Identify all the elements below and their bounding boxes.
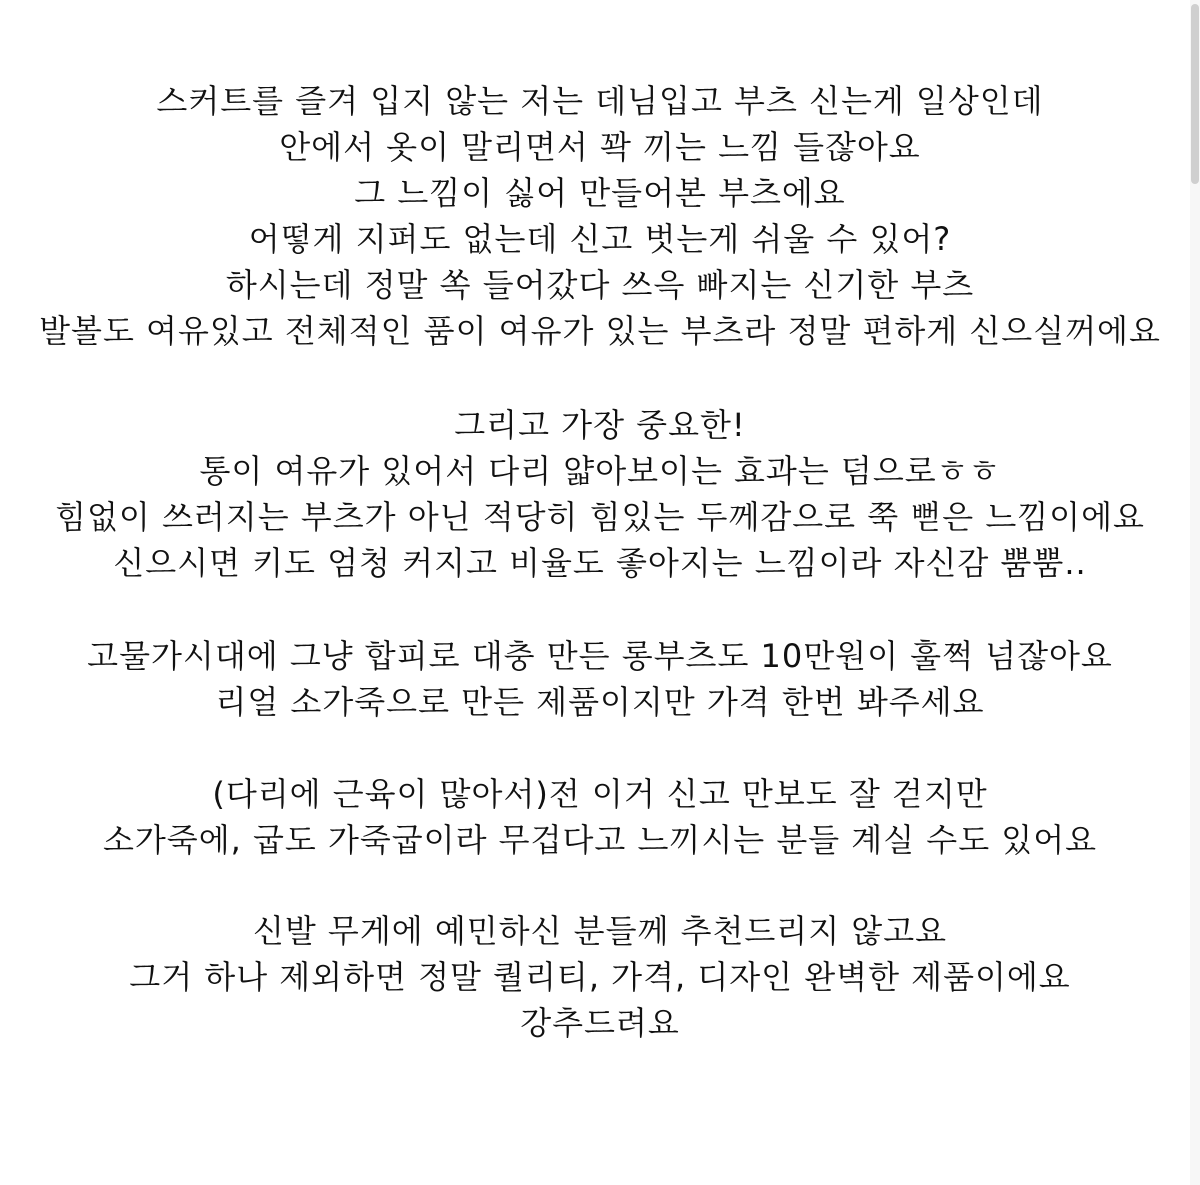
text-line: 리얼 소가죽으로 만든 제품이지만 가격 한번 봐주세요 (215, 683, 985, 721)
text-line: 스커트를 즐겨 입지 않는 저는 데님입고 부츠 신는게 일상인데 (156, 82, 1044, 120)
text-line: 소가죽에, 굽도 가죽굽이라 무겁다고 느끼시는 분들 계실 수도 있어요 (102, 821, 1098, 859)
text-line: 신으시면 키도 엄청 커지고 비율도 좋아지는 느낌이라 자신감 뿜뿜.. (113, 544, 1087, 582)
text-line: 통이 여유가 있어서 다리 얇아보이는 효과는 덤으로ㅎㅎ (199, 452, 1001, 490)
text-line: 그 느낌이 싫어 만들어본 부츠에요 (354, 174, 846, 212)
text-line: 안에서 옷이 말리면서 꽉 끼는 느낌 들잖아요 (279, 128, 921, 166)
text-line: 어떻게 지퍼도 없는데 신고 벗는게 쉬울 수 있어? (248, 220, 952, 258)
text-line: 강추드려요 (520, 1004, 680, 1042)
paragraph-price (0, 633, 1200, 725)
text-line: 힘없이 쓰러지는 부츠가 아닌 적당히 힘있는 두께감으로 쭉 뻗은 느낌이에요 (55, 498, 1145, 536)
paragraph-highlights (0, 402, 1200, 586)
text-line: 발볼도 여유있고 전체적인 품이 여유가 있는 부츠라 정말 편하게 신으실꺼에요 (39, 312, 1161, 350)
text-line: 고물가시대에 그냥 합피로 대충 만든 롱부츠도 10만원이 훌쩍 넘잖아요 (87, 637, 1113, 675)
scrollbar-thumb[interactable] (1191, 4, 1199, 184)
text-line: 그거 하나 제외하면 정말 퀄리티, 가격, 디자인 완벽한 제품이에요 (129, 958, 1071, 996)
text-line: 신발 무게에 예민하신 분들께 추천드리지 않고요 (252, 912, 948, 950)
text-line: (다리에 근육이 많아서)전 이거 신고 만보도 잘 걷지만 (212, 775, 988, 813)
text-line: 하시는데 정말 쏙 들어갔다 쓰윽 빠지는 신기한 부츠 (225, 266, 975, 304)
text-line: 그리고 가장 중요한! (454, 406, 746, 444)
paragraph-weight-note (0, 771, 1200, 863)
paragraph-intro (0, 78, 1200, 354)
scrollbar-track[interactable] (1190, 0, 1200, 1185)
paragraph-recommendation (0, 908, 1200, 1046)
